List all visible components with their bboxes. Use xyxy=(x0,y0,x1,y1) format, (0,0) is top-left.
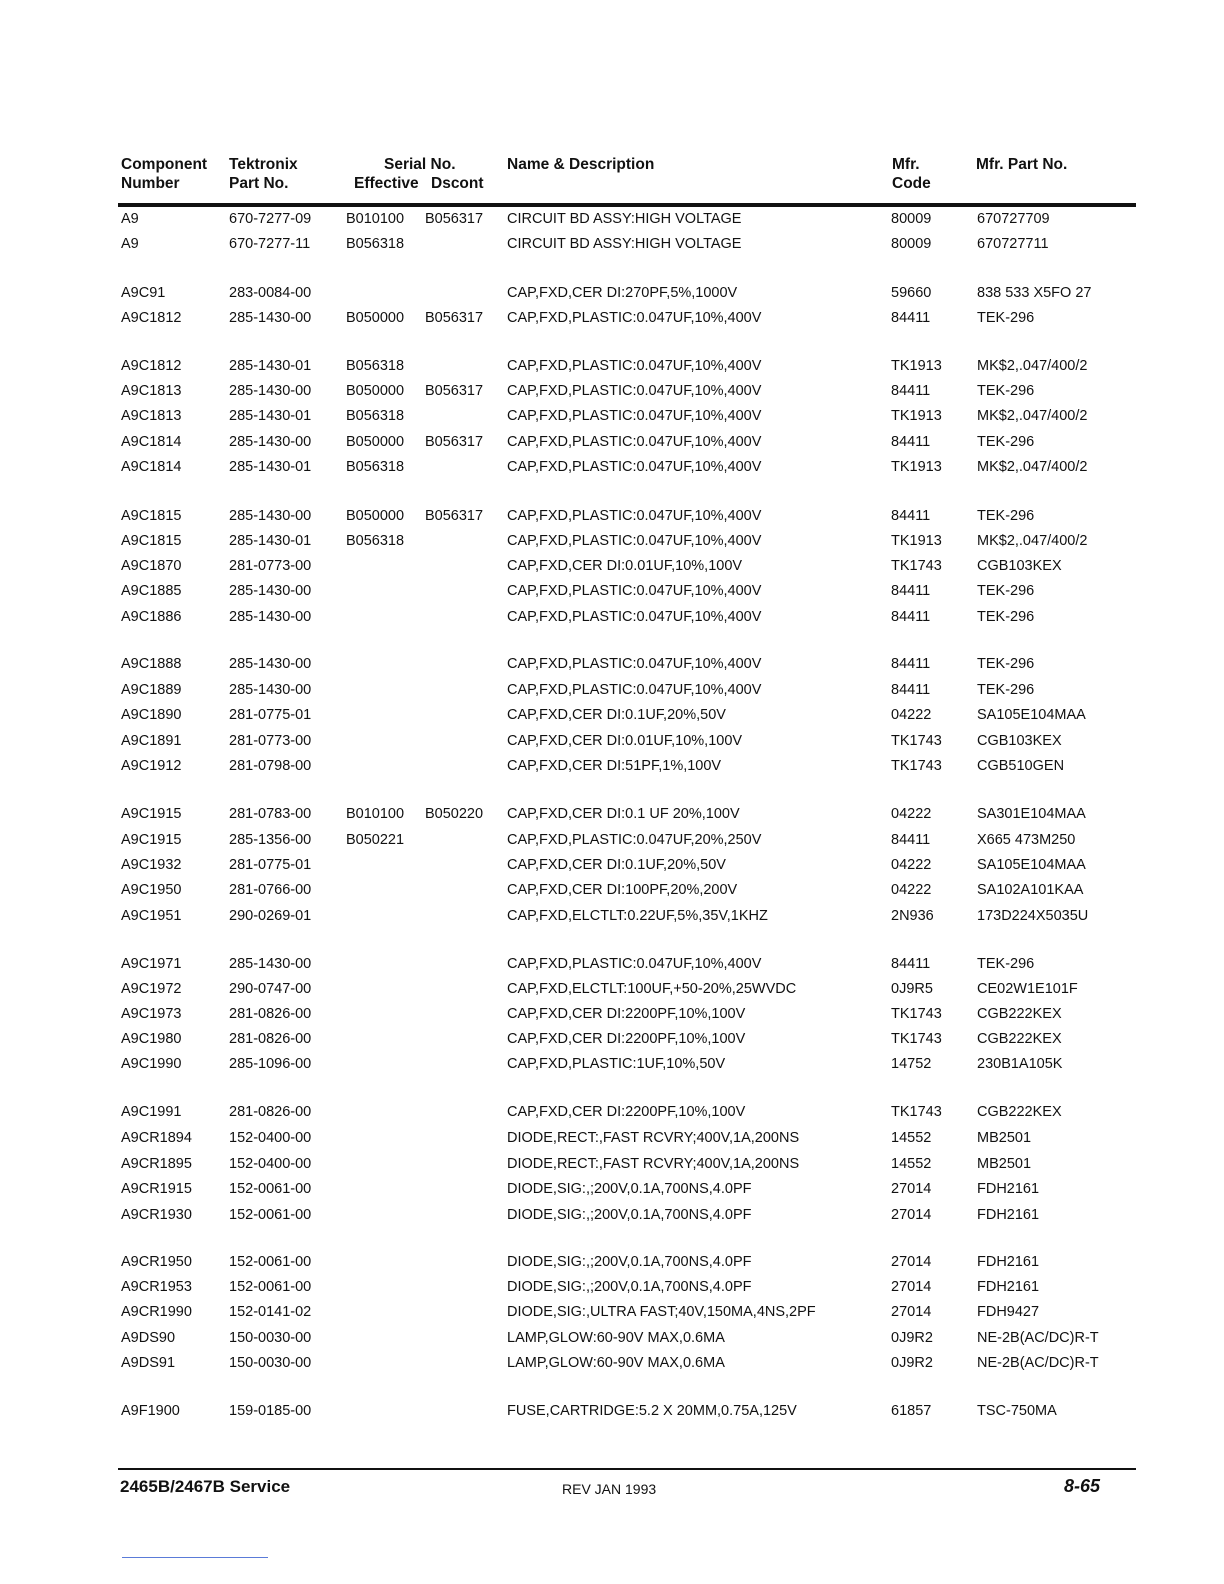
mfr-code: 84411 xyxy=(891,383,931,399)
tektronix-part-no: 285-1430-01 xyxy=(229,533,312,549)
component-number: A9C1971 xyxy=(121,956,182,972)
tektronix-part-no: 285-1430-00 xyxy=(229,508,312,524)
tektronix-part-no: 281-0775-01 xyxy=(229,857,312,873)
mfr-part-no: SA301E104MAA xyxy=(977,806,1086,822)
mfr-part-no: 838 533 X5FO 27 xyxy=(977,285,1092,301)
col-header-tektronix xyxy=(229,155,298,193)
component-number: A9F1900 xyxy=(121,1403,180,1419)
mfr-code: 84411 xyxy=(891,682,931,698)
serial-effective: B010100 xyxy=(346,806,405,822)
mfr-part-no: TEK-296 xyxy=(977,656,1035,672)
tektronix-part-no: 281-0826-00 xyxy=(229,1031,312,1047)
serial-effective: B056318 xyxy=(346,459,405,475)
serial-dscont: B056317 xyxy=(425,434,484,450)
component-number: A9C1814 xyxy=(121,434,182,450)
mfr-part-no: MK$2,.047/400/2 xyxy=(977,533,1088,549)
tektronix-part-no: 152-0400-00 xyxy=(229,1130,312,1146)
name-description: CAP,FXD,PLASTIC:0.047UF,10%,400V xyxy=(507,682,762,698)
mfr-part-no: 173D224X5035U xyxy=(977,908,1089,924)
tektronix-part-no: 285-1430-00 xyxy=(229,434,312,450)
name-description: FUSE,CARTRIDGE:5.2 X 20MM,0.75A,125V xyxy=(507,1403,797,1419)
table-row xyxy=(0,906,1224,926)
component-number: A9 xyxy=(121,236,139,252)
name-description: CAP,FXD,PLASTIC:0.047UF,10%,400V xyxy=(507,508,762,524)
tektronix-part-no: 150-0030-00 xyxy=(229,1355,312,1371)
col-header-mfr-code xyxy=(892,155,931,193)
mfr-code: 0J9R2 xyxy=(891,1355,933,1371)
name-description: DIODE,RECT:,FAST RCVRY;400V,1A,200NS xyxy=(507,1156,800,1172)
mfr-code: TK1913 xyxy=(891,459,942,475)
component-number: A9C1812 xyxy=(121,310,182,326)
component-number: A9C1889 xyxy=(121,682,182,698)
mfr-code: TK1743 xyxy=(891,558,942,574)
tektronix-part-no: 285-1430-00 xyxy=(229,656,312,672)
mfr-part-no: SA105E104MAA xyxy=(977,707,1086,723)
serial-dscont: B056317 xyxy=(425,383,484,399)
component-number: A9DS90 xyxy=(121,1330,176,1346)
tektronix-part-no: 152-0061-00 xyxy=(229,1181,312,1197)
mfr-part-no: SA105E104MAA xyxy=(977,857,1086,873)
serial-dscont: B050220 xyxy=(425,806,484,822)
mfr-code: 27014 xyxy=(891,1181,932,1197)
tektronix-part-no: 285-1430-00 xyxy=(229,682,312,698)
component-number: A9C1815 xyxy=(121,508,182,524)
table-row xyxy=(0,457,1224,477)
mfr-code: 27014 xyxy=(891,1279,932,1295)
serial-effective: B050000 xyxy=(346,508,405,524)
serial-effective: B050000 xyxy=(346,383,405,399)
name-description: CAP,FXD,PLASTIC:0.047UF,10%,400V xyxy=(507,956,762,972)
name-description: CAP,FXD,ELCTLT:100UF,+50-20%,25WVDC xyxy=(507,981,797,997)
tektronix-part-no: 152-0061-00 xyxy=(229,1207,312,1223)
mfr-code: TK1913 xyxy=(891,533,942,549)
mfr-code: TK1743 xyxy=(891,758,942,774)
table-row xyxy=(0,1004,1224,1024)
component-number: A9CR1894 xyxy=(121,1130,192,1146)
component-number: A9C1932 xyxy=(121,857,182,873)
mfr-part-no: FDH2161 xyxy=(977,1207,1040,1223)
tektronix-part-no: 152-0061-00 xyxy=(229,1279,312,1295)
name-description: CAP,FXD,PLASTIC:0.047UF,10%,400V xyxy=(507,459,762,475)
tektronix-part-no: 290-0269-01 xyxy=(229,908,312,924)
mfr-part-no: TEK-296 xyxy=(977,609,1035,625)
name-description: CAP,FXD,PLASTIC:0.047UF,10%,400V xyxy=(507,533,762,549)
tektronix-part-no: 281-0826-00 xyxy=(229,1104,312,1120)
name-description: CIRCUIT BD ASSY:HIGH VOLTAGE xyxy=(507,236,742,252)
table-row xyxy=(0,880,1224,900)
tektronix-part-no: 285-1356-00 xyxy=(229,832,312,848)
serial-effective: B010100 xyxy=(346,211,405,227)
table-row xyxy=(0,381,1224,401)
tektronix-part-no: 285-1430-00 xyxy=(229,583,312,599)
tektronix-part-no: 285-1430-01 xyxy=(229,408,312,424)
mfr-code: 04222 xyxy=(891,857,932,873)
name-description: CAP,FXD,CER DI:2200PF,10%,100V xyxy=(507,1006,746,1022)
component-number: A9C1886 xyxy=(121,609,182,625)
mfr-part-no: MK$2,.047/400/2 xyxy=(977,358,1088,374)
serial-dscont: B056317 xyxy=(425,508,484,524)
name-description: CAP,FXD,PLASTIC:0.047UF,10%,400V xyxy=(507,383,762,399)
mfr-code: 84411 xyxy=(891,656,931,672)
name-description: DIODE,SIG:,ULTRA FAST;40V,150MA,4NS,2PF xyxy=(507,1304,816,1320)
table-row xyxy=(0,1102,1224,1122)
tektronix-part-no: 152-0061-00 xyxy=(229,1254,312,1270)
component-number: A9CR1990 xyxy=(121,1304,192,1320)
table-row xyxy=(0,954,1224,974)
tektronix-part-no: 281-0798-00 xyxy=(229,758,312,774)
component-number: A9C1972 xyxy=(121,981,182,997)
col-header-tektronix-line1: Tektronix xyxy=(229,156,298,173)
table-row xyxy=(0,680,1224,700)
tektronix-part-no: 285-1096-00 xyxy=(229,1056,312,1072)
table-row xyxy=(0,756,1224,776)
col-header-component xyxy=(121,155,207,193)
serial-effective: B050000 xyxy=(346,310,405,326)
mfr-part-no: TEK-296 xyxy=(977,310,1035,326)
name-description: CAP,FXD,CER DI:0.1 UF 20%,100V xyxy=(507,806,740,822)
serial-effective: B050221 xyxy=(346,832,405,848)
mfr-part-no: X665 473M250 xyxy=(977,832,1076,848)
serial-effective: B056318 xyxy=(346,533,405,549)
col-header-mfr-code-line2: Code xyxy=(892,175,931,192)
mfr-code: 27014 xyxy=(891,1254,932,1270)
name-description: CAP,FXD,PLASTIC:1UF,10%,50V xyxy=(507,1056,726,1072)
component-number: A9CR1950 xyxy=(121,1254,192,1270)
mfr-part-no: TEK-296 xyxy=(977,383,1035,399)
component-number: A9C1915 xyxy=(121,832,182,848)
component-number: A9CR1930 xyxy=(121,1207,192,1223)
mfr-code: 84411 xyxy=(891,832,931,848)
mfr-code: 0J9R2 xyxy=(891,1330,933,1346)
table-row xyxy=(0,581,1224,601)
mfr-code: 59660 xyxy=(891,285,932,301)
table-row xyxy=(0,1154,1224,1174)
mfr-code: 04222 xyxy=(891,707,932,723)
serial-effective: B056318 xyxy=(346,358,405,374)
mfr-code: 2N936 xyxy=(891,908,934,924)
component-number: A9C1813 xyxy=(121,408,182,424)
col-header-serial-effective: Effective xyxy=(354,175,419,192)
table-row xyxy=(0,556,1224,576)
mfr-code: 0J9R5 xyxy=(891,981,933,997)
name-description: CAP,FXD,PLASTIC:0.047UF,20%,250V xyxy=(507,832,762,848)
tektronix-part-no: 285-1430-00 xyxy=(229,383,312,399)
mfr-code: 61857 xyxy=(891,1403,932,1419)
component-number: A9C91 xyxy=(121,285,166,301)
tektronix-part-no: 281-0783-00 xyxy=(229,806,312,822)
table-row xyxy=(0,1328,1224,1348)
table-row xyxy=(0,731,1224,751)
name-description: CAP,FXD,CER DI:0.01UF,10%,100V xyxy=(507,733,743,749)
tektronix-part-no: 285-1430-01 xyxy=(229,459,312,475)
mfr-part-no: FDH2161 xyxy=(977,1181,1040,1197)
mfr-code: TK1743 xyxy=(891,733,942,749)
serial-effective: B050000 xyxy=(346,434,405,450)
name-description: CAP,FXD,PLASTIC:0.047UF,10%,400V xyxy=(507,358,762,374)
tektronix-part-no: 152-0400-00 xyxy=(229,1156,312,1172)
col-header-serial-line1: Serial No. xyxy=(384,156,456,173)
mfr-code: 84411 xyxy=(891,434,931,450)
table-row xyxy=(0,1179,1224,1199)
tektronix-part-no: 159-0185-00 xyxy=(229,1403,312,1419)
mfr-part-no: SA102A101KAA xyxy=(977,882,1084,898)
table-row xyxy=(0,979,1224,999)
name-description: CIRCUIT BD ASSY:HIGH VOLTAGE xyxy=(507,211,742,227)
tektronix-part-no: 285-1430-00 xyxy=(229,956,312,972)
component-number: A9 xyxy=(121,211,139,227)
col-header-serial-dscont: Dscont xyxy=(431,175,484,192)
name-description: CAP,FXD,CER DI:0.01UF,10%,100V xyxy=(507,558,743,574)
name-description: CAP,FXD,CER DI:0.1UF,20%,50V xyxy=(507,857,726,873)
mfr-code: 80009 xyxy=(891,236,932,252)
name-description: LAMP,GLOW:60-90V MAX,0.6MA xyxy=(507,1355,725,1371)
mfr-code: 84411 xyxy=(891,583,931,599)
mfr-code: 80009 xyxy=(891,211,932,227)
col-header-mfr-part-no: Mfr. Part No. xyxy=(976,156,1068,173)
name-description: LAMP,GLOW:60-90V MAX,0.6MA xyxy=(507,1330,725,1346)
name-description: CAP,FXD,CER DI:2200PF,10%,100V xyxy=(507,1031,746,1047)
table-row xyxy=(0,356,1224,376)
mfr-code: TK1743 xyxy=(891,1031,942,1047)
mfr-part-no: 670727711 xyxy=(977,236,1049,252)
name-description: CAP,FXD,PLASTIC:0.047UF,10%,400V xyxy=(507,583,762,599)
mfr-part-no: MB2501 xyxy=(977,1156,1032,1172)
component-number: A9C1885 xyxy=(121,583,182,599)
component-number: A9C1890 xyxy=(121,707,182,723)
table-row xyxy=(0,654,1224,674)
table-row xyxy=(0,406,1224,426)
component-number: A9C1815 xyxy=(121,533,182,549)
tektronix-part-no: 281-0773-00 xyxy=(229,558,312,574)
serial-dscont: B056317 xyxy=(425,310,484,326)
serial-dscont: B056317 xyxy=(425,211,484,227)
name-description: CAP,FXD,CER DI:2200PF,10%,100V xyxy=(507,1104,746,1120)
mfr-code: TK1743 xyxy=(891,1104,942,1120)
table-row xyxy=(0,506,1224,526)
name-description: DIODE,SIG:,;200V,0.1A,700NS,4.0PF xyxy=(507,1207,752,1223)
component-number: A9C1814 xyxy=(121,459,182,475)
mfr-code: 84411 xyxy=(891,310,931,326)
component-number: A9DS91 xyxy=(121,1355,176,1371)
component-number: A9C1951 xyxy=(121,908,182,924)
table-row xyxy=(0,1302,1224,1322)
table-row xyxy=(0,432,1224,452)
component-number: A9CR1895 xyxy=(121,1156,192,1172)
mfr-part-no: CGB222KEX xyxy=(977,1031,1062,1047)
component-number: A9C1915 xyxy=(121,806,182,822)
mfr-code: 27014 xyxy=(891,1304,932,1320)
mfr-part-no: 230B1A105K xyxy=(977,1056,1063,1072)
mfr-code: 27014 xyxy=(891,1207,932,1223)
table-row xyxy=(0,855,1224,875)
mfr-part-no: TEK-296 xyxy=(977,508,1035,524)
tektronix-part-no: 285-1430-00 xyxy=(229,310,312,326)
table-row xyxy=(0,830,1224,850)
mfr-code: TK1743 xyxy=(891,1006,942,1022)
tektronix-part-no: 152-0141-02 xyxy=(229,1304,312,1320)
name-description: DIODE,SIG:,;200V,0.1A,700NS,4.0PF xyxy=(507,1254,752,1270)
component-number: A9C1990 xyxy=(121,1056,182,1072)
component-number: A9C1888 xyxy=(121,656,182,672)
col-header-mfr-code-line1: Mfr. xyxy=(892,156,920,173)
col-header-component-line1: Component xyxy=(121,156,208,173)
mfr-part-no: MK$2,.047/400/2 xyxy=(977,408,1088,424)
tektronix-part-no: 281-0766-00 xyxy=(229,882,312,898)
component-number: A9C1980 xyxy=(121,1031,182,1047)
mfr-part-no: TSC-750MA xyxy=(977,1403,1057,1419)
header-rule xyxy=(118,203,1136,207)
component-number: A9CR1915 xyxy=(121,1181,192,1197)
mfr-part-no: CGB222KEX xyxy=(977,1006,1062,1022)
table-row xyxy=(0,308,1224,328)
tektronix-part-no: 670-7277-11 xyxy=(229,236,311,252)
table-row xyxy=(0,531,1224,551)
footer-rule xyxy=(118,1468,1136,1470)
tektronix-part-no: 290-0747-00 xyxy=(229,981,312,997)
mfr-part-no: FDH2161 xyxy=(977,1279,1040,1295)
name-description: CAP,FXD,CER DI:270PF,5%,1000V xyxy=(507,285,738,301)
page-number: 8-65 xyxy=(1064,1476,1101,1496)
tektronix-part-no: 281-0826-00 xyxy=(229,1006,312,1022)
mfr-code: 84411 xyxy=(891,609,931,625)
table-row xyxy=(0,804,1224,824)
col-header-tektronix-line2: Part No. xyxy=(229,175,289,192)
mfr-part-no: FDH9427 xyxy=(977,1304,1040,1320)
serial-effective: B056318 xyxy=(346,408,405,424)
table-row xyxy=(0,1054,1224,1074)
footer-title: 2465B/2467B Service xyxy=(120,1477,291,1496)
component-number: A9CR1953 xyxy=(121,1279,192,1295)
tektronix-part-no: 670-7277-09 xyxy=(229,211,312,227)
table-row xyxy=(0,1029,1224,1049)
mfr-code: 04222 xyxy=(891,882,932,898)
mfr-part-no: MK$2,.047/400/2 xyxy=(977,459,1088,475)
name-description: CAP,FXD,PLASTIC:0.047UF,10%,400V xyxy=(507,609,762,625)
tektronix-part-no: 283-0084-00 xyxy=(229,285,312,301)
col-header-serial xyxy=(384,155,456,174)
tektronix-part-no: 281-0775-01 xyxy=(229,707,312,723)
mfr-code: 84411 xyxy=(891,956,931,972)
mfr-part-no: TEK-296 xyxy=(977,682,1035,698)
name-description: CAP,FXD,CER DI:0.1UF,20%,50V xyxy=(507,707,726,723)
mfr-part-no: CGB103KEX xyxy=(977,733,1062,749)
table-row xyxy=(0,1353,1224,1373)
mfr-part-no: NE-2B(AC/DC)R-T xyxy=(977,1330,1099,1346)
component-number: A9C1950 xyxy=(121,882,182,898)
mfr-code: TK1913 xyxy=(891,358,942,374)
mfr-part-no: NE-2B(AC/DC)R-T xyxy=(977,1355,1099,1371)
mfr-part-no: CGB103KEX xyxy=(977,558,1062,574)
tektronix-part-no: 150-0030-00 xyxy=(229,1330,312,1346)
mfr-part-no: CGB222KEX xyxy=(977,1104,1062,1120)
name-description: CAP,FXD,PLASTIC:0.047UF,10%,400V xyxy=(507,434,762,450)
mfr-code: 84411 xyxy=(891,508,931,524)
mfr-code: 14752 xyxy=(891,1056,932,1072)
component-number: A9C1891 xyxy=(121,733,182,749)
name-description: CAP,FXD,PLASTIC:0.047UF,10%,400V xyxy=(507,408,762,424)
name-description: CAP,FXD,PLASTIC:0.047UF,10%,400V xyxy=(507,310,762,326)
mfr-part-no: TEK-296 xyxy=(977,956,1035,972)
table-row xyxy=(0,1128,1224,1148)
mfr-part-no: CGB510GEN xyxy=(977,758,1065,774)
name-description: CAP,FXD,PLASTIC:0.047UF,10%,400V xyxy=(507,656,762,672)
table-row xyxy=(0,1277,1224,1297)
tektronix-part-no: 285-1430-01 xyxy=(229,358,312,374)
component-number: A9C1991 xyxy=(121,1104,182,1120)
serial-effective: B056318 xyxy=(346,236,405,252)
col-header-component-line2: Number xyxy=(121,175,180,192)
name-description: DIODE,RECT:,FAST RCVRY;400V,1A,200NS xyxy=(507,1130,800,1146)
name-description: CAP,FXD,CER DI:100PF,20%,200V xyxy=(507,882,738,898)
table-row xyxy=(0,209,1224,229)
component-number: A9C1870 xyxy=(121,558,182,574)
mfr-part-no: TEK-296 xyxy=(977,434,1035,450)
mfr-part-no: FDH2161 xyxy=(977,1254,1040,1270)
table-row xyxy=(0,1205,1224,1225)
table-row xyxy=(0,1401,1224,1421)
table-row xyxy=(0,607,1224,627)
decorative-line xyxy=(122,1557,268,1558)
component-number: A9C1912 xyxy=(121,758,182,774)
table-row xyxy=(0,283,1224,303)
mfr-part-no: TEK-296 xyxy=(977,583,1035,599)
tektronix-part-no: 285-1430-00 xyxy=(229,609,312,625)
footer-revision: REV JAN 1993 xyxy=(562,1481,657,1497)
mfr-code: TK1913 xyxy=(891,408,942,424)
component-number: A9C1813 xyxy=(121,383,182,399)
mfr-code: 14552 xyxy=(891,1130,932,1146)
mfr-part-no: MB2501 xyxy=(977,1130,1032,1146)
table-row xyxy=(0,705,1224,725)
mfr-code: 14552 xyxy=(891,1156,932,1172)
mfr-part-no: CE02W1E101F xyxy=(977,981,1078,997)
tektronix-part-no: 281-0773-00 xyxy=(229,733,312,749)
table-row xyxy=(0,234,1224,254)
name-description: CAP,FXD,CER DI:51PF,1%,100V xyxy=(507,758,722,774)
component-number: A9C1973 xyxy=(121,1006,182,1022)
name-description: DIODE,SIG:,;200V,0.1A,700NS,4.0PF xyxy=(507,1181,752,1197)
mfr-part-no: 670727709 xyxy=(977,211,1050,227)
name-description: CAP,FXD,ELCTLT:0.22UF,5%,35V,1KHZ xyxy=(507,908,768,924)
name-description: DIODE,SIG:,;200V,0.1A,700NS,4.0PF xyxy=(507,1279,752,1295)
component-number: A9C1812 xyxy=(121,358,182,374)
col-header-name-description: Name & Description xyxy=(507,156,655,173)
mfr-code: 04222 xyxy=(891,806,932,822)
table-row xyxy=(0,1252,1224,1272)
